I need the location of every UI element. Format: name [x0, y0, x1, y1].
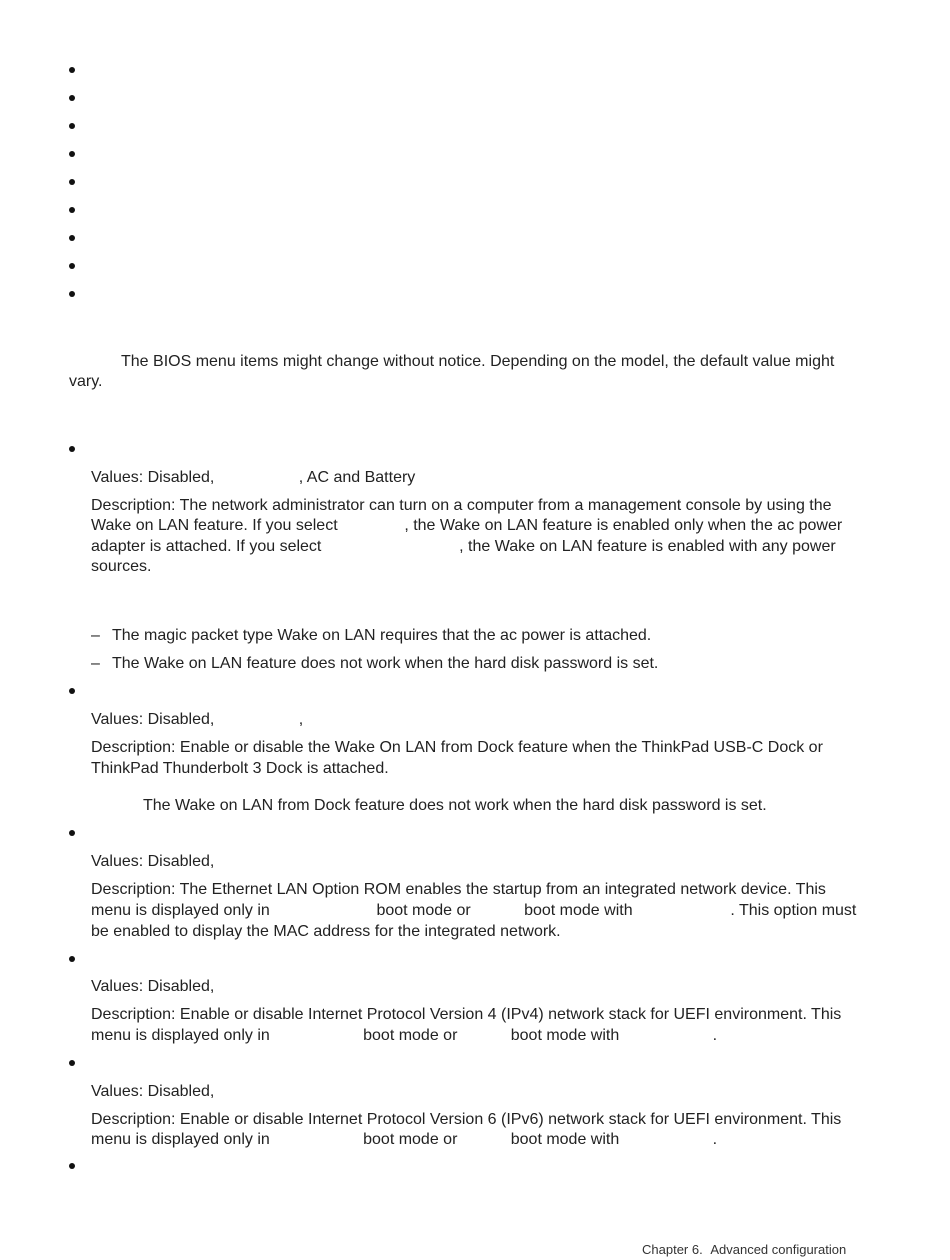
dash-marker: – — [91, 655, 100, 672]
list-bullet — [69, 123, 75, 129]
list-bullet — [69, 207, 75, 213]
ethernet-option-rom-desc-line1: Description: The Ethernet LAN Option ROM enables the startup from an integrated network device. This — [91, 881, 826, 898]
wake-on-lan-desc-line3: adapter is attached. If you select , the Wake on LAN feature is enabled with any power — [91, 538, 836, 555]
page-footer — [642, 1242, 846, 1258]
ipv4-desc-line1: Description: Enable or disable Internet Protocol Version 4 (IPv4) network stack for UEFI environment. This — [91, 1006, 842, 1023]
wake-on-lan-desc-line4: sources. — [91, 558, 152, 575]
list-bullet — [69, 235, 75, 241]
item-bullet-ipv6 — [69, 1060, 75, 1066]
note-text-line1: The BIOS menu items might change without notice. Depending on the model, the default value might — [121, 353, 835, 370]
wake-on-lan-dock-desc-line1: Description: Enable or disable the Wake On LAN from Dock feature when the ThinkPad USB-C Dock or — [91, 739, 823, 756]
item-bullet-ipv4 — [69, 956, 75, 962]
ipv4-desc-line2: menu is displayed only in boot mode or boot mode with . — [91, 1027, 718, 1044]
item-bullet-ethernet-option-rom — [69, 830, 75, 836]
footer-title: Advanced configuration — [710, 1242, 847, 1257]
wake-on-lan-desc-line2: Wake on LAN feature. If you select , the Wake on LAN feature is enabled only when the ac power — [91, 517, 843, 534]
list-bullet — [69, 151, 75, 157]
wake-on-lan-desc-line1: Description: The network administrator can turn on a computer from a management console by using the — [91, 497, 832, 514]
wake-on-lan-dock-note: The Wake on LAN from Dock feature does not work when the hard disk password is set. — [143, 797, 767, 814]
item-bullet-next — [69, 1163, 75, 1169]
wake-on-lan-note-2: The Wake on LAN feature does not work when the hard disk password is set. — [112, 655, 659, 672]
note-text-line2: vary. — [69, 373, 103, 390]
ipv4-values: Values: Disabled, — [91, 978, 215, 995]
wake-on-lan-dock-values: Values: Disabled, , — [91, 711, 304, 728]
item-bullet-wake-on-lan-dock — [69, 688, 75, 694]
ipv6-desc-line1: Description: Enable or disable Internet Protocol Version 6 (IPv6) network stack for UEFI environment. This — [91, 1111, 842, 1128]
item-bullet-wake-on-lan — [69, 446, 75, 452]
wake-on-lan-dock-desc-line2: ThinkPad Thunderbolt 3 Dock is attached. — [91, 760, 389, 777]
list-bullet — [69, 291, 75, 297]
footer-chapter: Chapter 6. — [642, 1242, 703, 1257]
list-bullet — [69, 67, 75, 73]
dash-marker: – — [91, 627, 100, 644]
ethernet-option-rom-values: Values: Disabled, — [91, 853, 215, 870]
ipv6-values: Values: Disabled, — [91, 1083, 215, 1100]
list-bullet — [69, 263, 75, 269]
ethernet-option-rom-desc-line3: be enabled to display the MAC address for the integrated network. — [91, 923, 561, 940]
wake-on-lan-note-1: The magic packet type Wake on LAN requires that the ac power is attached. — [112, 627, 652, 644]
list-bullet — [69, 179, 75, 185]
list-bullet — [69, 95, 75, 101]
ethernet-option-rom-desc-line2: menu is displayed only in boot mode or boot mode with . This option must — [91, 902, 857, 919]
wake-on-lan-values: Values: Disabled, , AC and Battery — [91, 469, 416, 486]
ipv6-desc-line2: menu is displayed only in boot mode or boot mode with . — [91, 1131, 718, 1148]
